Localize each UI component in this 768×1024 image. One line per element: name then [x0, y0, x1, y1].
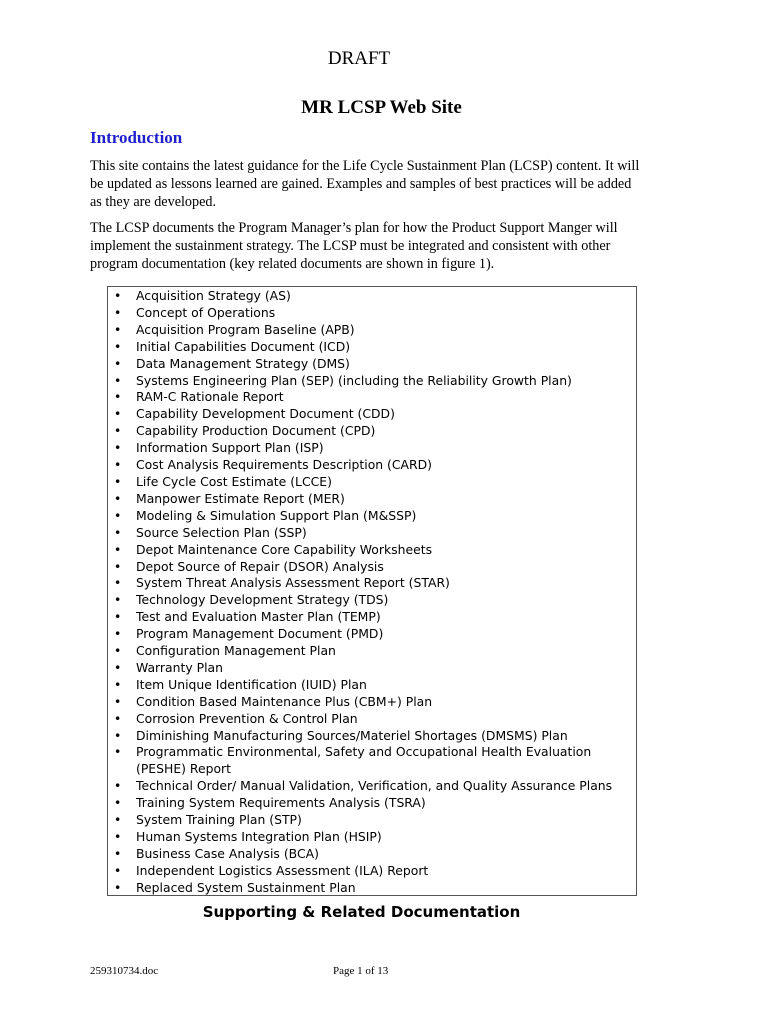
document-list-item	[108, 288, 636, 305]
document-name: Technical Order/ Manual Validation, Verification, and Quality Assurance Plans	[136, 778, 613, 794]
paragraph-line: be updated as lessons learned are gained. Examples and samples of best practices will be added	[90, 176, 632, 192]
bullet-icon: •	[114, 304, 122, 320]
document-name: Diminishing Manufacturing Sources/Materiel Shortages (DMSMS) Plan	[136, 727, 568, 743]
bullet-icon: •	[114, 321, 122, 337]
document-name: Capability Production Document (CPD)	[136, 423, 376, 439]
document-name: System Threat Analysis Assessment Report (STAR)	[136, 575, 450, 591]
bullet-icon: •	[114, 879, 122, 895]
bullet-icon: •	[114, 710, 122, 726]
document-list-item	[108, 339, 636, 356]
intro-heading: Introduction	[90, 128, 183, 147]
related-documents-list	[108, 287, 636, 897]
document-name: Cost Analysis Requirements Description (CARD)	[136, 457, 433, 473]
document-name: Training System Requirements Analysis (TSRA)	[136, 795, 426, 811]
document-list-item	[108, 694, 636, 711]
paragraph-line: The LCSP documents the Program Manager’s plan for how the Product Support Manger will	[90, 220, 618, 236]
document-name: (PESHE) Report	[136, 761, 231, 777]
bullet-icon: •	[114, 490, 122, 506]
paragraph-line: This site contains the latest guidance for the Life Cycle Sustainment Plan (LCSP) content. It will	[90, 158, 640, 174]
document-name: Systems Engineering Plan (SEP) (including the Reliability Growth Plan)	[136, 372, 572, 388]
document-list-item	[108, 305, 636, 322]
document-list-item	[108, 389, 636, 406]
bullet-icon: •	[114, 643, 122, 659]
document-name: RAM-C Rationale Report	[136, 389, 284, 405]
document-list-item	[108, 440, 636, 457]
bullet-icon: •	[114, 829, 122, 844]
bullet-icon: •	[114, 457, 122, 473]
document-list-item	[108, 880, 636, 897]
document-list-item	[108, 457, 636, 474]
document-list-item	[108, 643, 636, 660]
bullet-icon: •	[114, 676, 122, 692]
document-name: Test and Evaluation Master Plan (TEMP)	[136, 609, 381, 625]
bullet-icon: •	[114, 575, 122, 591]
document-list-item	[108, 795, 636, 812]
document-name: Data Management Strategy (DMS)	[136, 355, 350, 371]
related-documents-box	[107, 286, 637, 896]
document-name: Life Cycle Cost Estimate (LCCE)	[136, 473, 332, 489]
document-name: Condition Based Maintenance Plus (CBM+) Plan	[136, 693, 433, 709]
document-list-item	[108, 525, 636, 542]
page-title: MR LCSP Web Site	[301, 97, 462, 118]
document-list-item	[108, 406, 636, 423]
document-name: Manpower Estimate Report (MER)	[136, 490, 345, 506]
figure-caption: Supporting & Related Documentation	[202, 903, 521, 921]
bullet-icon: •	[114, 440, 122, 456]
document-name: Source Selection Plan (SSP)	[136, 524, 307, 540]
document-list-item	[108, 744, 636, 778]
bullet-icon: •	[114, 744, 122, 760]
document-name: Replaced System Sustainment Plan	[136, 879, 356, 895]
paragraph-line: as they are developed.	[90, 194, 217, 210]
bullet-icon: •	[114, 693, 122, 709]
document-list-item	[108, 728, 636, 745]
document-name: Depot Maintenance Core Capability Worksheets	[136, 541, 433, 557]
bullet-icon: •	[114, 609, 122, 625]
document-name: Program Management Document (PMD)	[136, 626, 384, 642]
bullet-icon: •	[114, 778, 122, 794]
bullet-icon: •	[114, 288, 122, 303]
bullet-icon: •	[114, 389, 122, 405]
document-list-item	[108, 609, 636, 626]
document-list-item	[108, 863, 636, 880]
document-list-item	[108, 846, 636, 863]
bullet-icon: •	[114, 862, 122, 878]
bullet-icon: •	[114, 406, 122, 422]
document-name: Initial Capabilities Document (ICD)	[136, 338, 351, 354]
footer-filename: 259310734.doc	[90, 965, 159, 977]
document-list-item	[108, 575, 636, 592]
document-name: Acquisition Strategy (AS)	[136, 288, 291, 303]
document-list-item	[108, 660, 636, 677]
bullet-icon: •	[114, 626, 122, 642]
bullet-icon: •	[114, 727, 122, 743]
document-name: Acquisition Program Baseline (APB)	[136, 321, 355, 337]
bullet-icon: •	[114, 795, 122, 811]
paragraph-line: program documentation (key related documents are shown in figure 1).	[90, 256, 495, 272]
document-name: Corrosion Prevention & Control Plan	[136, 710, 358, 726]
intro-paragraph-2	[90, 219, 690, 273]
bullet-icon: •	[114, 372, 122, 388]
document-list-item	[108, 778, 636, 795]
document-list-item	[108, 677, 636, 694]
document-list-item	[108, 626, 636, 643]
bullet-icon: •	[114, 541, 122, 557]
bullet-icon: •	[114, 473, 122, 489]
document-name: Concept of Operations	[136, 304, 276, 320]
paragraph-line: implement the sustainment strategy. The LCSP must be integrated and consistent with other	[90, 238, 611, 254]
document-name: Warranty Plan	[136, 659, 223, 675]
document-name: Item Unique Identification (IUID) Plan	[136, 676, 367, 692]
document-name: Human Systems Integration Plan (HSIP)	[136, 829, 382, 844]
bullet-icon: •	[114, 507, 122, 523]
document-list-item	[108, 356, 636, 373]
document-list-item	[108, 474, 636, 491]
footer-page-number: Page 1 of 13	[333, 965, 389, 977]
document-list-item	[108, 491, 636, 508]
document-list-item	[108, 829, 636, 846]
bullet-icon: •	[114, 659, 122, 675]
document-name: Independent Logistics Assessment (ILA) Report	[136, 862, 429, 878]
document-list-item	[108, 322, 636, 339]
document-name: Depot Source of Repair (DSOR) Analysis	[136, 558, 384, 574]
bullet-icon: •	[114, 524, 122, 540]
bullet-icon: •	[114, 845, 122, 861]
document-list-item	[108, 592, 636, 609]
document-list-item	[108, 423, 636, 440]
document-list-item	[108, 542, 636, 559]
document-name: System Training Plan (STP)	[136, 812, 302, 828]
bullet-icon: •	[114, 592, 122, 608]
bullet-icon: •	[114, 338, 122, 354]
document-name: Capability Development Document (CDD)	[136, 406, 395, 422]
document-list-item	[108, 711, 636, 728]
document-list-item	[108, 508, 636, 525]
document-list-item	[108, 559, 636, 576]
draft-label: DRAFT	[327, 48, 391, 69]
document-name: Technology Development Strategy (TDS)	[136, 592, 389, 608]
bullet-icon: •	[114, 355, 122, 371]
bullet-icon: •	[114, 812, 122, 828]
document-list-item	[108, 373, 636, 390]
bullet-icon: •	[114, 558, 122, 574]
document-name: Information Support Plan (ISP)	[136, 440, 324, 456]
document-name: Configuration Management Plan	[136, 643, 336, 659]
document-name: Modeling & Simulation Support Plan (M&SSP)	[136, 507, 417, 523]
bullet-icon: •	[114, 423, 122, 439]
document-name: Business Case Analysis (BCA)	[136, 845, 319, 861]
intro-paragraph-1	[90, 157, 690, 211]
document-name: Programmatic Environmental, Safety and Occupational Health Evaluation	[136, 744, 592, 760]
document-list-item	[108, 812, 636, 829]
